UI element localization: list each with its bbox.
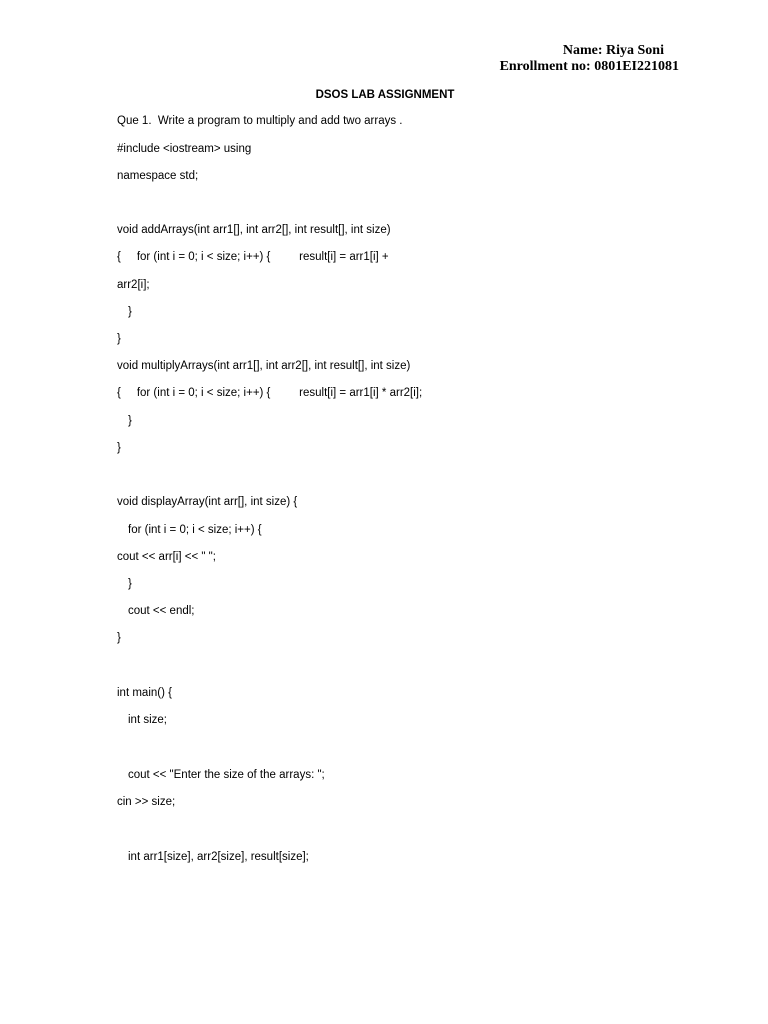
code-line: #include <iostream> using (117, 143, 252, 155)
code-line: cout << endl; (128, 605, 195, 617)
code-line: void displayArray(int arr[], int size) { (117, 496, 298, 508)
code-line: namespace std; (117, 170, 199, 182)
code-line: { for (int i = 0; i < size; i++) { result[i] = arr1[i] + (117, 251, 389, 263)
code-line: { for (int i = 0; i < size; i++) { result[i] = arr1[i] * arr2[i]; (117, 387, 423, 399)
code-line: arr2[i]; (117, 279, 150, 291)
document-title: DSOS LAB ASSIGNMENT (315, 89, 455, 101)
code-line: void addArrays(int arr1[], int arr2[], int result[], int size) (117, 224, 391, 236)
code-line: } (128, 578, 132, 590)
code-line: } (128, 306, 132, 318)
code-line: } (117, 442, 121, 454)
code-line: cout << "Enter the size of the arrays: "; (128, 769, 325, 781)
code-line: } (117, 632, 121, 644)
code-line: int main() { (117, 687, 172, 699)
code-line: int arr1[size], arr2[size], result[size]; (128, 851, 309, 863)
code-line: } (117, 333, 121, 345)
code-line: cout << arr[i] << " "; (117, 551, 216, 563)
student-name: Name: Riya Soni (562, 43, 664, 58)
enrollment-number: Enrollment no: 0801EI221081 (499, 59, 679, 74)
question-text: Que 1. Write a program to multiply and add two arrays . (117, 115, 403, 127)
code-line: cin >> size; (117, 796, 176, 808)
code-line: } (128, 415, 132, 427)
code-line: void multiplyArrays(int arr1[], int arr2[], int result[], int size) (117, 360, 411, 372)
code-line: int size; (128, 714, 167, 726)
code-line: for (int i = 0; i < size; i++) { (128, 524, 262, 536)
